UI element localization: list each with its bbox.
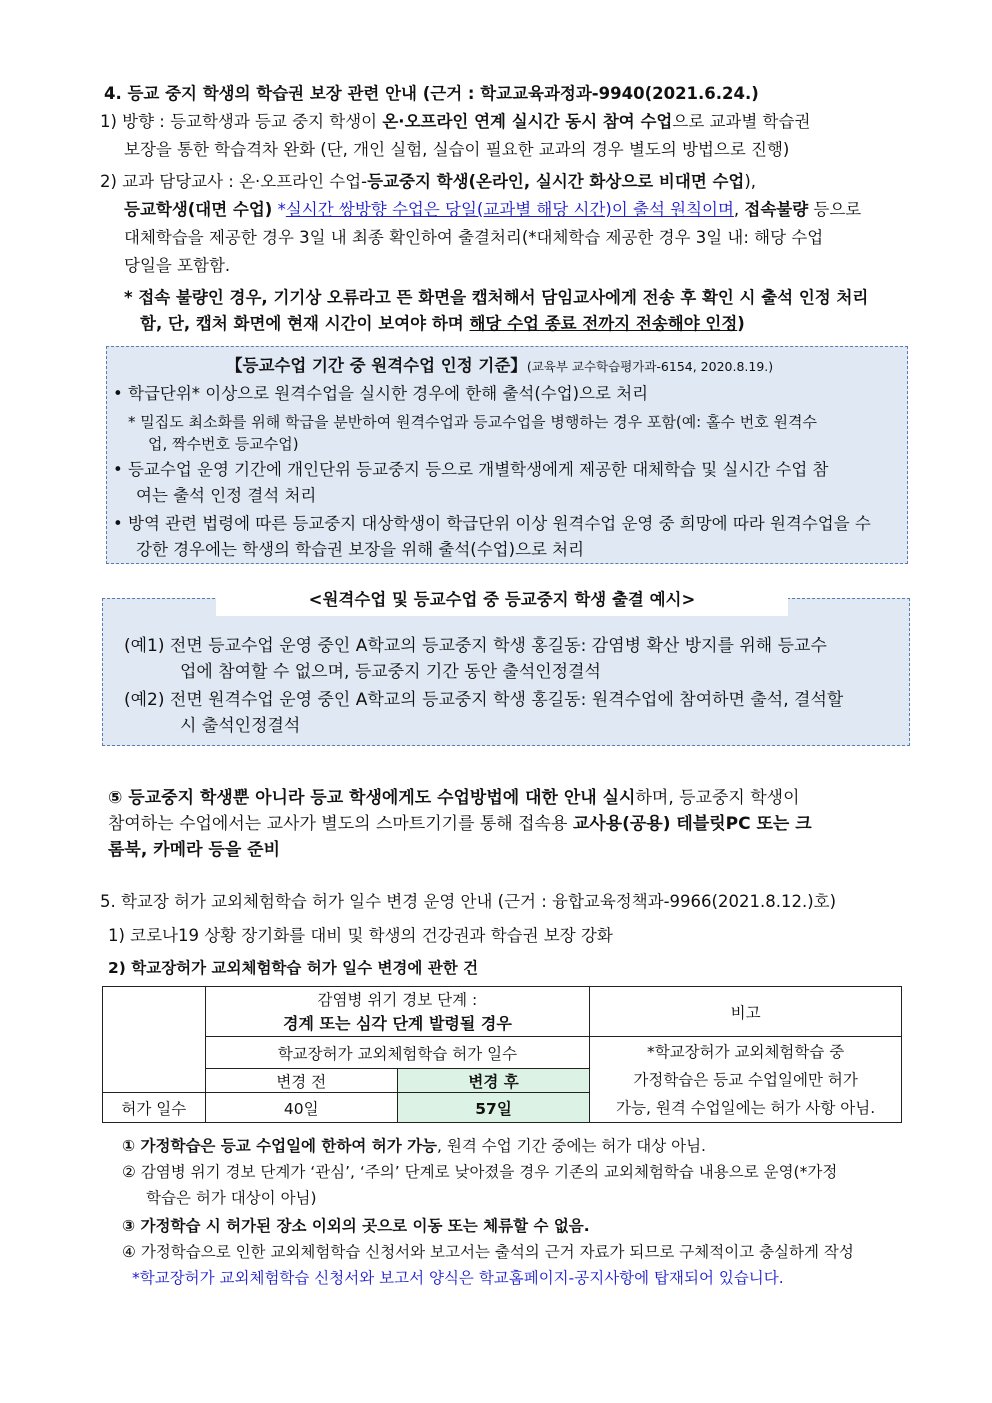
note-line1: * 접속 불량인 경우, 기기상 오류라고 뜬 화면을 캡처해서 담임교사에게 전송 후 확인 시 출석 인정 처리 — [124, 288, 869, 307]
sec4-item2-line4: 당일을 포함함. — [124, 256, 231, 275]
remark-line: *학교장허가 교외체험학습 중 — [646, 1042, 845, 1061]
remark-line: 가능, 원격 수업일에는 허가 사항 아님. — [616, 1098, 876, 1117]
criteria-sub1-line2: 업, 짝수번호 등교수업) — [148, 435, 299, 453]
text: 등으로 — [808, 200, 862, 219]
example2-line2: 시 출석인정결석 — [180, 716, 301, 736]
criteria-bullet3-line1: 방역 관련 법령에 따른 등교중지 대상학생이 학급단위 이상 원격수업 운영 중 희망에 따라 원격수업을 수 — [128, 514, 871, 533]
sec5-item1: 1) 코로나19 상황 장기화를 대비 및 학생의 건강권과 학습권 보장 강화 — [108, 926, 613, 945]
permission-days-table — [102, 986, 902, 1123]
bullet-icon: • — [113, 514, 123, 533]
example1-line1: (예1) 전면 등교수업 운영 중인 A학교의 등교중지 학생 홍길동: 감염병 확산 방지를 위해 등교수 — [124, 636, 827, 656]
text: ) — [737, 314, 745, 333]
remark-cell — [590, 1037, 902, 1123]
sub-header: 학교장허가 교외체험학습 허가 일수 — [205, 1037, 590, 1069]
note2-line1: ② 감염병 위기 경보 단계가 ‘관심’, ‘주의’ 단계로 낮아졌을 경우 기존의 교외체험학습 내용으로 운영(*가정 — [122, 1163, 838, 1181]
sec4-item2-line3: 대체학습을 제공한 경우 3일 내 최종 확인하여 출결처리(*대체학습 제공한 경우 3일 내: 해당 수업 — [124, 228, 824, 247]
row-label: 허가 일수 — [103, 1093, 206, 1123]
after-value: 57일 — [397, 1093, 589, 1123]
note-line2 — [140, 312, 745, 336]
after-header: 변경 후 — [397, 1069, 589, 1093]
note4: ④ 가정학습으로 인한 교외체험학습 신청서와 보고서는 출석의 근거 자료가 되므로 구체적이고 충실하게 작성 — [122, 1243, 854, 1261]
remark-line: 가정학습은 등교 수업일에만 허가 — [633, 1070, 858, 1089]
before-header: 변경 전 — [205, 1069, 397, 1093]
text: 1) 방향 : 등교학생과 등교 중지 학생이 — [100, 112, 383, 131]
header-line: 경계 또는 심각 단계 발령될 경우 — [283, 1013, 512, 1033]
form-notice: *학교장허가 교외체험학습 신청서와 보고서 양식은 학교홈페이지-공지사항에 탑재되어 있습니다. — [132, 1269, 784, 1287]
underlined-text: 해당 수업 종료 전까지 전송해야 인정 — [469, 314, 738, 333]
example-box-title: <원격수업 및 등교수업 중 등교중지 학생 출결 예시> — [216, 584, 788, 616]
example2-line1: (예2) 전면 원격수업 운영 중인 A학교의 등교중지 학생 홍길동: 원격수업에 참여하면 출석, 결석할 — [124, 690, 844, 710]
text: , 원격 수업 기간 중에는 허가 대상 아님. — [437, 1137, 706, 1155]
sec4-item1-line1 — [100, 110, 810, 134]
header-line: 감염병 위기 경보 단계 : — [317, 990, 478, 1009]
sec4-item1-line2: 보장을 통한 학습격차 완화 (단, 개인 실험, 실습이 필요한 교과의 경우 별도의 방법으로 진행) — [124, 140, 790, 159]
criteria-title — [226, 354, 773, 379]
section4-title: 4. 등교 중지 학생의 학습권 보장 관련 안내 (근거 : 학교교육과정과-9940(2021.6.24.) — [104, 84, 759, 103]
text: 하며, 등교중지 학생이 — [635, 788, 800, 808]
underlined-text: 실시간 쌍방향 수업은 당일(교과별 해당 시간)이 출석 원칙이며 — [285, 200, 734, 219]
criteria-bullet2-line1: 등교수업 운영 기간에 개인단위 등교중지 등으로 개별학생에게 제공한 대체학습 및 실시간 수업 참 — [128, 460, 829, 479]
source: (교육부 교수학습평가과-6154, 2020.8.19.) — [526, 359, 774, 374]
text: * — [272, 200, 286, 219]
emphasis: 접속불량 — [744, 200, 809, 219]
emphasis: ① 가정학습은 등교 수업일에 한하여 허가 가능 — [122, 1137, 438, 1155]
text: 함, 단, 캡처 화면에 현재 시간이 보여야 하며 — [140, 314, 470, 333]
emphasis: 온·오프라인 연계 실시간 동시 참여 수업 — [382, 112, 673, 131]
sec4-item2-line1 — [100, 170, 756, 194]
table-empty-cell — [103, 987, 206, 1093]
sec4-item2-line2 — [124, 198, 861, 222]
section5-title: 5. 학교장 허가 교외체험학습 허가 일수 변경 운영 안내 (근거 : 융합교육정책과-9966(2021.8.12.)호) — [100, 892, 837, 911]
note2-line2: 학습은 허가 대상이 아님) — [146, 1189, 317, 1207]
text: 참여하는 수업에서는 교사가 별도의 스마트기기를 통해 접속용 — [108, 814, 573, 834]
criteria-sub1-line1: * 밀집도 최소화를 위해 학급을 분반하여 원격수업과 등교수업을 병행하는 경우 포함(예: 홀수 번호 원격수 — [128, 413, 817, 431]
criteria-bullet1: 학급단위* 이상으로 원격수업을 실시한 경우에 한해 출석(수업)으로 처리 — [128, 384, 649, 403]
criteria-bullet3-line2: 강한 경우에는 학생의 학습권 보장을 위해 출석(수업)으로 처리 — [136, 540, 585, 559]
note3: ③ 가정학습 시 허가된 장소 이외의 곳으로 이동 또는 체류할 수 없음. — [122, 1217, 590, 1235]
item5-line2 — [108, 812, 812, 836]
remark-header: 비고 — [590, 987, 902, 1037]
item5-line1 — [108, 786, 800, 810]
text: , — [733, 200, 745, 219]
note1 — [122, 1134, 706, 1158]
text: 으로 교과별 학습권 — [672, 112, 811, 131]
item5-line3: 롬북, 카메라 등을 준비 — [108, 840, 281, 860]
emphasis: 등교중지 학생(온라인, 실시간 화상으로 비대면 수업 — [367, 172, 745, 191]
example1-line2: 업에 참여할 수 없으며, 등교중지 기간 동안 출석인정결석 — [180, 662, 601, 682]
text: 2) 교과 담당교사 : 온·오프라인 수업- — [100, 172, 368, 191]
emphasis: 교사용(공용) 테블릿PC 또는 크 — [572, 814, 812, 834]
bullet-icon: • — [113, 384, 123, 403]
criteria-bullet2-line2: 여는 출석 인정 결석 처리 — [136, 486, 317, 505]
alert-level-header — [205, 987, 590, 1037]
title: 【등교수업 기간 중 원격수업 인정 기준】 — [226, 356, 527, 375]
before-value: 40일 — [205, 1093, 397, 1123]
text: ), — [744, 172, 757, 191]
bullet-icon: • — [113, 460, 123, 479]
emphasis: 등교학생(대면 수업) — [124, 200, 273, 219]
sec5-item2: 2) 학교장허가 교외체험학습 허가 일수 변경에 관한 건 — [108, 959, 479, 977]
emphasis: ⑤ 등교중지 학생뿐 아니라 등교 학생에게도 수업방법에 대한 안내 실시 — [108, 788, 636, 808]
